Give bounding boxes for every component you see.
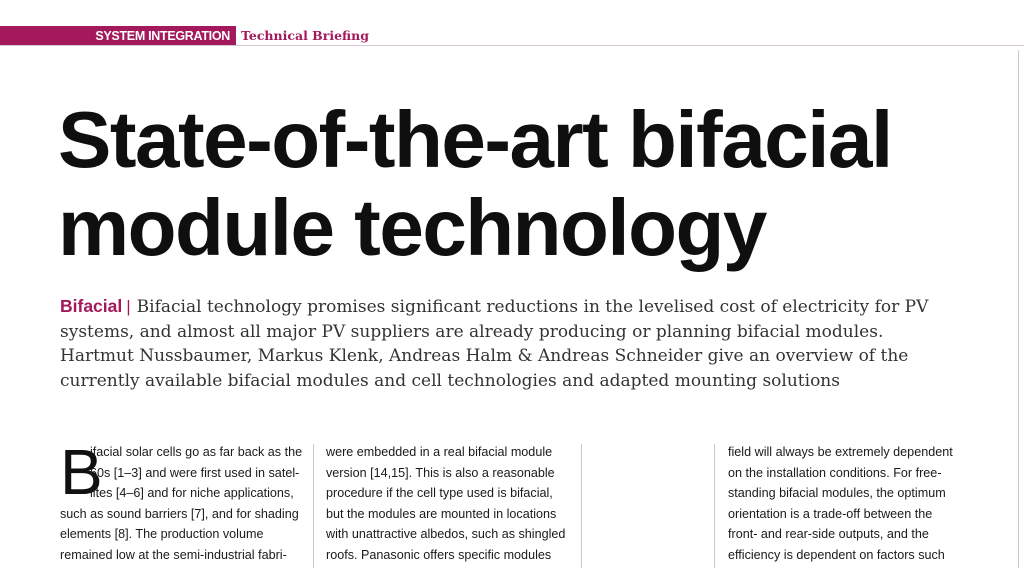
body-line: ifacial solar cells go as far back as the: [90, 445, 303, 459]
kicker-separator: |: [126, 297, 131, 316]
column-divider: [581, 444, 582, 568]
body-line: elements [8]. The production volume: [60, 527, 264, 541]
dropcap: B: [60, 436, 103, 508]
standfirst: [60, 294, 990, 393]
article-title: [58, 96, 1018, 272]
section-subtitle: Technical Briefing: [241, 28, 369, 43]
body-line: field will always be extremely dependent: [728, 445, 953, 459]
body-column-1: [60, 436, 303, 565]
title-line-2: module technology: [58, 183, 766, 272]
kicker: Bifacial: [60, 296, 123, 316]
standfirst-line-2: systems, and almost all major PV suppliers are already producing or planning bifacial modules.: [60, 321, 884, 342]
body-line: front- and rear-side outputs, and the: [728, 527, 929, 541]
body-line: version [14,15]. This is also a reasonable: [326, 465, 555, 480]
body-line: procedure if the cell type used is bifacial,: [326, 486, 553, 500]
body-line: standing bifacial modules, the optimum: [728, 486, 946, 500]
title-line-1: State-of-the-art bifacial: [58, 95, 892, 184]
body-line: roofs. Panasonic offers specific modules: [326, 547, 552, 562]
page-edge-rule: [1018, 50, 1019, 568]
body-line: remained low at the semi-industrial fabri-: [60, 547, 287, 562]
standfirst-line-1: Bifacial technology promises significant reductions in the levelised cost of electricity for PV: [136, 297, 929, 317]
header-rule: [0, 45, 1024, 46]
body-line: on the installation conditions. For free-: [728, 465, 942, 480]
body-line: such as sound barriers [7], and for shading: [60, 506, 299, 521]
body-column-2: [326, 442, 566, 565]
body-line: with unattractive albedos, such as shingled: [326, 527, 566, 541]
body-line: were embedded in a real bifacial module: [326, 445, 553, 459]
body-column-4: [728, 442, 960, 565]
column-divider: [313, 444, 314, 568]
section-bar: [0, 26, 236, 46]
standfirst-line-3: Hartmut Nussbaumer, Markus Klenk, Andreas Halm & Andreas Schneider give an overview of the: [60, 346, 909, 366]
column-divider: [714, 444, 715, 568]
body-line: efficiency is dependent on factors such: [728, 547, 945, 562]
section-label: SYSTEM INTEGRATION: [95, 29, 230, 43]
body-line: orientation is a trade-off between the: [728, 506, 933, 521]
standfirst-line-4: currently available bifacial modules and cell technologies and adapted mounting solutions: [60, 370, 840, 391]
body-line: but the modules are mounted in locations: [326, 506, 557, 521]
body-line: lites [4–6] and for niche applications,: [90, 486, 294, 500]
body-line: 60s [1–3] and were first used in satel-: [90, 465, 300, 480]
